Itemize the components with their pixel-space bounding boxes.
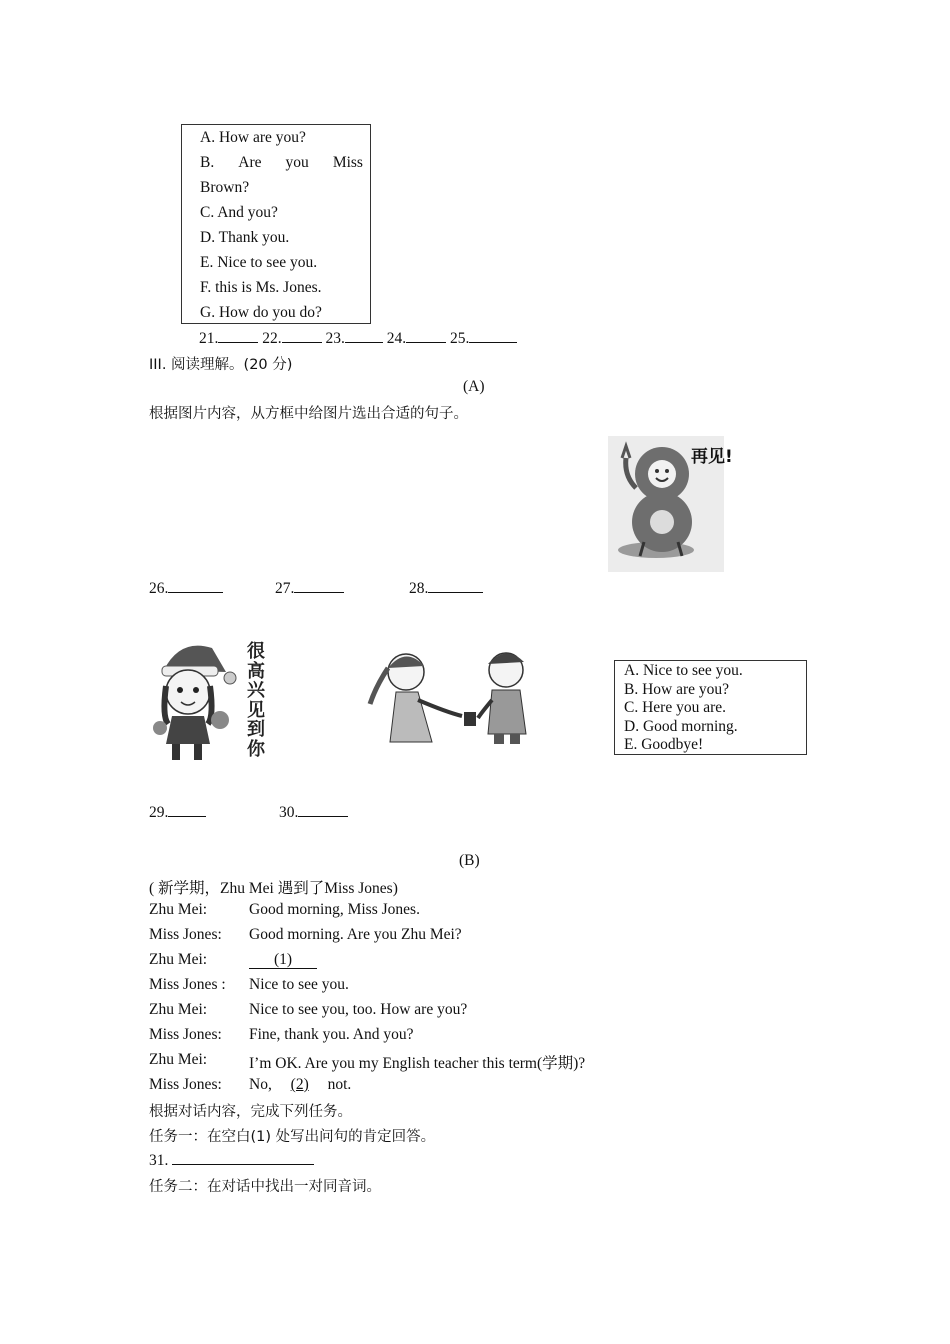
blank-23[interactable]	[345, 328, 383, 343]
dialogue-line: I’m OK. Are you my English teacher this term(学期)?	[249, 1055, 586, 1072]
blank-21[interactable]	[218, 328, 258, 343]
option-d: D. Good morning.	[624, 717, 738, 735]
option-e: E. Nice to see you.	[200, 254, 318, 271]
answer-line-21-25: 21. 22. 23. 24. 25.	[199, 328, 517, 348]
option-e: E. Goodbye!	[624, 736, 704, 754]
dialogue-line: Good morning. Are you Zhu Mei?	[249, 926, 462, 943]
option-d: D. Thank you.	[200, 229, 290, 246]
blank-2[interactable]: (2)	[290, 1076, 309, 1093]
blank-22[interactable]	[282, 328, 322, 343]
blank-28-line: 28.	[409, 578, 483, 598]
option-a: A. How are you?	[200, 129, 306, 146]
matching-options-box	[181, 124, 371, 324]
dialogue-line: Nice to see you, too. How are you?	[249, 1001, 468, 1018]
blank-30[interactable]	[298, 802, 348, 817]
giving-gift-picture	[366, 646, 538, 746]
blank-29-line: 29.	[149, 802, 206, 822]
speaker: Zhu Mei:	[149, 901, 208, 918]
option-b: B. How are you?	[624, 680, 730, 698]
part-a-instruction: 根据图片内容，从方框中给图片选出合适的句子。	[149, 406, 468, 422]
option-b-cont: Brown?	[200, 179, 250, 196]
speaker: Zhu Mei:	[149, 951, 208, 968]
goodbye-caption: 再见!	[691, 447, 733, 467]
dialogue-line: Nice to see you.	[249, 976, 349, 993]
blank-27[interactable]	[294, 578, 344, 593]
speaker: Miss Jones:	[149, 926, 222, 943]
girl-caption-vertical: 很 高 兴 见 到 你	[247, 641, 265, 760]
task-2: 任务二：在对话中找出一对同音词。	[149, 1179, 381, 1195]
blank-29[interactable]	[168, 802, 206, 817]
blank-30-line: 30.	[279, 802, 348, 822]
speaker: Miss Jones:	[149, 1026, 222, 1043]
speaker: Miss Jones :	[149, 976, 226, 993]
option-g: G. How do you do?	[200, 304, 322, 321]
blank-27-line: 27.	[275, 578, 344, 598]
dialogue-line: Good morning, Miss Jones.	[249, 901, 420, 918]
option-a: A. Nice to see you.	[624, 662, 743, 679]
answer-31-line: 31.	[149, 1150, 314, 1170]
speaker: Zhu Mei:	[149, 1001, 208, 1018]
blank-26-line: 26.	[149, 578, 223, 598]
part-a-label: (A)	[463, 378, 485, 395]
part-b-intro: ( 新学期，Zhu Mei 遇到了Miss Jones)	[149, 880, 398, 897]
task-1: 任务一：在空白(1) 处写出问句的肯定回答。	[149, 1129, 436, 1145]
speaker: Zhu Mei:	[149, 1051, 208, 1068]
blank-24[interactable]	[406, 328, 446, 343]
speaker: Miss Jones:	[149, 1076, 222, 1093]
option-b: B. Are you Miss	[200, 154, 363, 171]
blank-28[interactable]	[428, 578, 483, 593]
dialogue-line: Fine, thank you. And you?	[249, 1026, 414, 1043]
task-intro: 根据对话内容，完成下列任务。	[149, 1104, 352, 1120]
part-b-label: (B)	[459, 852, 480, 869]
option-c: C. And you?	[200, 204, 278, 221]
blank-26[interactable]	[168, 578, 223, 593]
option-c: C. Here you are.	[624, 699, 726, 717]
blank-1[interactable]: (1)	[249, 951, 317, 969]
option-f: F. this is Ms. Jones.	[200, 279, 322, 296]
picture-options-box	[614, 660, 807, 755]
blank-25[interactable]	[469, 328, 517, 343]
dialogue-line: No, (2) not.	[249, 1076, 352, 1093]
girl-santa-hat-picture	[150, 636, 240, 766]
section-heading: III. 阅读理解。(20 分)	[149, 357, 293, 373]
blank-31[interactable]	[172, 1150, 314, 1165]
